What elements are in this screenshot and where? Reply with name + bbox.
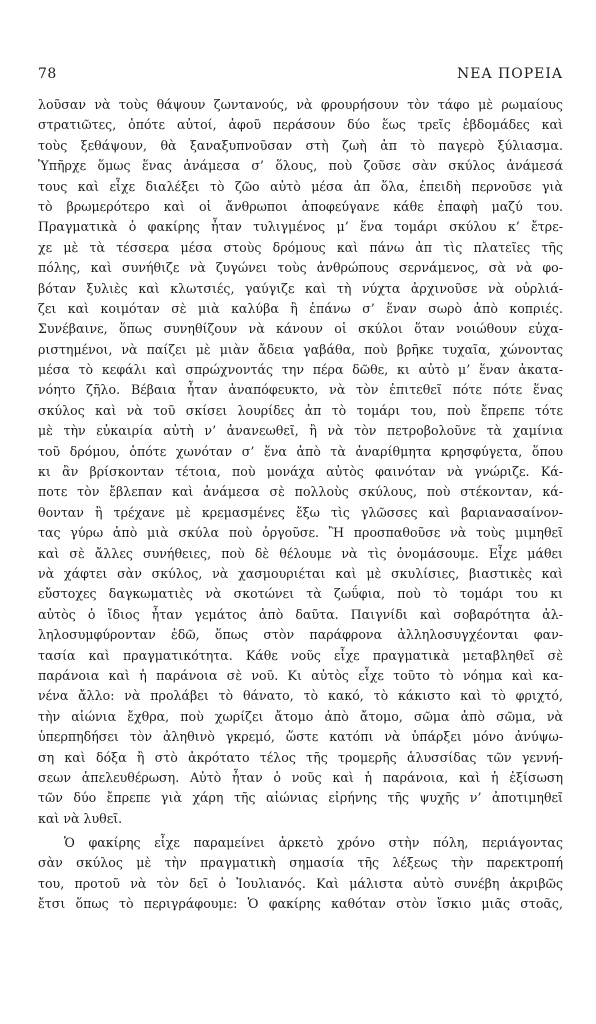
text-line: ἔτσι ὅπως τὸ περιγράφουμε: Ὁ φακίρης καθόταν στὸν ἴσκιο μιᾶς στοᾶς, xyxy=(38,896,563,912)
text-line: καὶ νὰ λυθεῖ. xyxy=(38,810,123,826)
text-line: τασία καὶ πραγματικότητα. Κάθε νοῦς εἶχε πραγματικὰ μεταβληθεῖ σὲ xyxy=(38,647,563,663)
text-line: Ὑπῆρχε ὅμως ἕνας ἀνάμεσα σ’ ὅλους, ποὺ ζοῦσε σὰν σκύλος ἀνάμεσά xyxy=(38,158,563,174)
paragraph xyxy=(38,95,563,829)
text-line: καὶ σὲ ἄλλες συνήθειες, ποὺ δὲ θέλουμε νὰ τὶς ὀνομάσουμε. Εἶχε μάθει xyxy=(38,545,563,561)
text-line: θονταν ἢ τρέχανε μὲ κρεμασμένες ἔξω τὶς γλῶσσες καὶ βαριανασαίνον- xyxy=(38,504,563,520)
text-line: στρατιῶτες, ὁπότε αὐτοί, ἀφοῦ περάσουν δύο ἕως τρεῖς ἑβδομάδες καὶ xyxy=(38,117,563,133)
text-line: νένα ἄλλο: νὰ προλάβει τὸ θάνατο, τὸ κακό, τὸ κάκιστο καὶ τὸ φριχτό, xyxy=(38,688,563,704)
text-line: τοῦ δρόμου, ὁπότε χωνόταν σ’ ἕνα ἀπὸ τὰ ἀναρίθμητα κρησφύγετα, ὅπου xyxy=(38,443,563,459)
text-line: κι ἂν βρίσκονταν τέτοια, ποὺ μονάχα αὐτὸς φαινόταν νὰ γνώριζε. Κά- xyxy=(38,464,563,480)
text-line: ση καὶ δόξα ἢ στὸ ἀκρότατο τέλος τῆς τρομερῆς ἁλυσσίδας τῶν γεννή- xyxy=(38,749,563,765)
text-line: σεων ἀπελευθέρωση. Αὐτὸ ἦταν ὁ νοῦς καὶ ἡ παράνοια, καὶ ἡ ἐξίσωση xyxy=(38,769,563,785)
text-line: τας γύρω ἀπὸ μιὰ σκύλα ποὺ ὀργοῦσε. Ἢ προσπαθοῦσε νὰ τοὺς μιμηθεῖ xyxy=(38,525,563,541)
text-line: τὸ βρωμερότερο καὶ οἱ ἄνθρωποι ἀποφεύγανε κάθε ἐπαφὴ μαζύ του. xyxy=(38,198,563,214)
paragraph xyxy=(38,833,563,915)
text-line: ποτε τὸν ἔβλεπαν καὶ ἀνάμεσα σὲ πολλοὺς σκύλους, ποὺ στέκονταν, κά- xyxy=(38,484,563,500)
text-line: τῶν δύο ἔπρεπε γιὰ χάρη τῆς αἰώνιας εἰρήνης τῆς ψυχῆς ν’ ἀποτιμηθεῖ xyxy=(38,790,563,806)
text-line: ριστημένοι, νὰ παίζει μὲ μιὰν ἄδεια γαβάθα, ποὺ βρῆκε τυχαῖα, χώνοντας xyxy=(38,341,563,357)
text-line: σκύλος καὶ νὰ τοῦ σκίσει λουρίδες ἀπ τὸ τομάρι του, ποὺ ἔπρεπε τότε xyxy=(38,402,563,418)
text-line: πόλης, καὶ συνήθιζε νὰ ζυγώνει τοὺς ἀνθρώπους σερνάμενος, σὰ νὰ φο- xyxy=(38,260,563,276)
text-line: ὑπερπηδήσει τὸν ἀληθινὸ γκρεμό, ὥστε κατόπι νὰ ὑπάρξει μόνο ἀνύψω- xyxy=(38,729,563,745)
text-line: Συνέβαινε, ὅπως συνηθίζουν νὰ κάνουν οἱ σκύλοι ὅταν νοιώθουν εὐχα- xyxy=(38,321,563,337)
text-line: του, προτοῦ νὰ τὸν δεῖ ὁ Ἰουλιανός. Καὶ μάλιστα αὐτὸ συνέβη ἀκριβῶς xyxy=(38,875,563,891)
running-title: ΝΕΑ ΠΟΡΕΙΑ xyxy=(457,66,563,82)
text-line: νόητο ζῆλο. Βέβαια ἦταν ἀναπόφευκτο, νὰ τὸν ἐπιτεθεῖ πότε πότε ἕνας xyxy=(38,382,563,398)
page-header xyxy=(38,66,563,86)
text-line: Πραγματικὰ ὁ φακίρης ἦταν τυλιγμένος μ’ ἕνα τομάρι σκύλου κ’ ἔτρε- xyxy=(38,219,563,235)
text-line: μὲ τὴν εὐκαιρία αὐτὴ ν’ ἀνανεωθεῖ, ἢ νὰ τὸν πετροβολοῦνε τὰ χαμίνια xyxy=(38,423,563,439)
text-line: ζει καὶ κοιμόταν σὲ μιὰ καλύβα ἢ ἐπάνω σ’ ἕναν σωρὸ ἀπὸ κοπριές. xyxy=(38,300,563,316)
text-line: ληλοσυμφύρονταν ἐδῶ, ὅπως στὸν παράφρονα ἀλληλοσυγχέονται φαν- xyxy=(38,627,563,643)
text-line: τοὺς ξεθάψουν, θὰ ξαναξυπνοῦσαν στὴ ζωὴ ἀπ τὸ παγερὸ ξύλιασμα. xyxy=(38,137,563,153)
body-text xyxy=(38,95,563,915)
text-line: τους καὶ εἶχε διαλέξει τὸ ζῶο αὐτὸ μέσα ἀπ ὅλα, ἐπειδὴ περνοῦσε γιὰ xyxy=(38,178,563,194)
text-line: λοῦσαν νὰ τοὺς θάψουν ζωντανούς, νὰ φρουρήσουν τὸν τάφο μὲ ρωμαίους xyxy=(38,97,563,112)
text-line: νὰ χάφτει σὰν σκύλος, νὰ χασμουριέται καὶ μὲ σκυλίσιες, βιαστικὲς καὶ xyxy=(38,565,563,581)
text-line: εὔστοχες δαγκωματιὲς νὰ σκοτώνει τὰ ζωΰφια, ποὺ τὸ τομάρι του κι xyxy=(38,586,563,602)
page-number: 78 xyxy=(38,66,57,82)
text-line: χε μὲ τὰ τέσσερα μέσα στοὺς δρόμους καὶ πάνω ἀπ τὶς πλατεῖες τῆς xyxy=(38,239,563,255)
text-line: τὴν αἰώνια ἔχθρα, ποὺ χωρίζει ἄτομο ἀπὸ ἄτομο, σῶμα ἀπὸ σῶμα, νὰ xyxy=(38,708,563,724)
text-line: βόταν ξυλιὲς καὶ κλωτσιές, γαύγιζε καὶ τὴ νύχτα ἀρχινοῦσε νὰ οὐρλιά- xyxy=(38,280,563,296)
text-line: μέσα τὸ κεφάλι καὶ σπρώχνοντάς την πέρα δῶθε, κι αὐτὸ μ’ ἕναν ἀκατα- xyxy=(38,362,563,378)
text-line: παράνοια καὶ ἡ παράνοια σὲ νοῦ. Κι αὐτὸς εἶχε τοῦτο τὸ νόημα καὶ κα- xyxy=(38,667,563,683)
text-line: αὐτὸς ὁ ἴδιος ἦταν γεμάτος ἀπὸ δαῦτα. Παιγνίδι καὶ σοβαρότητα ἀλ- xyxy=(38,606,563,622)
text-line: σὰν σκύλος μὲ τὴν πραγματικὴ σημασία τῆς λέξεως τὴν παρεκτροπή xyxy=(38,855,563,871)
text-line: Ὁ φακίρης εἶχε παραμείνει ἀρκετὸ χρόνο στὴν πόλη, περιάγοντας xyxy=(64,835,563,851)
